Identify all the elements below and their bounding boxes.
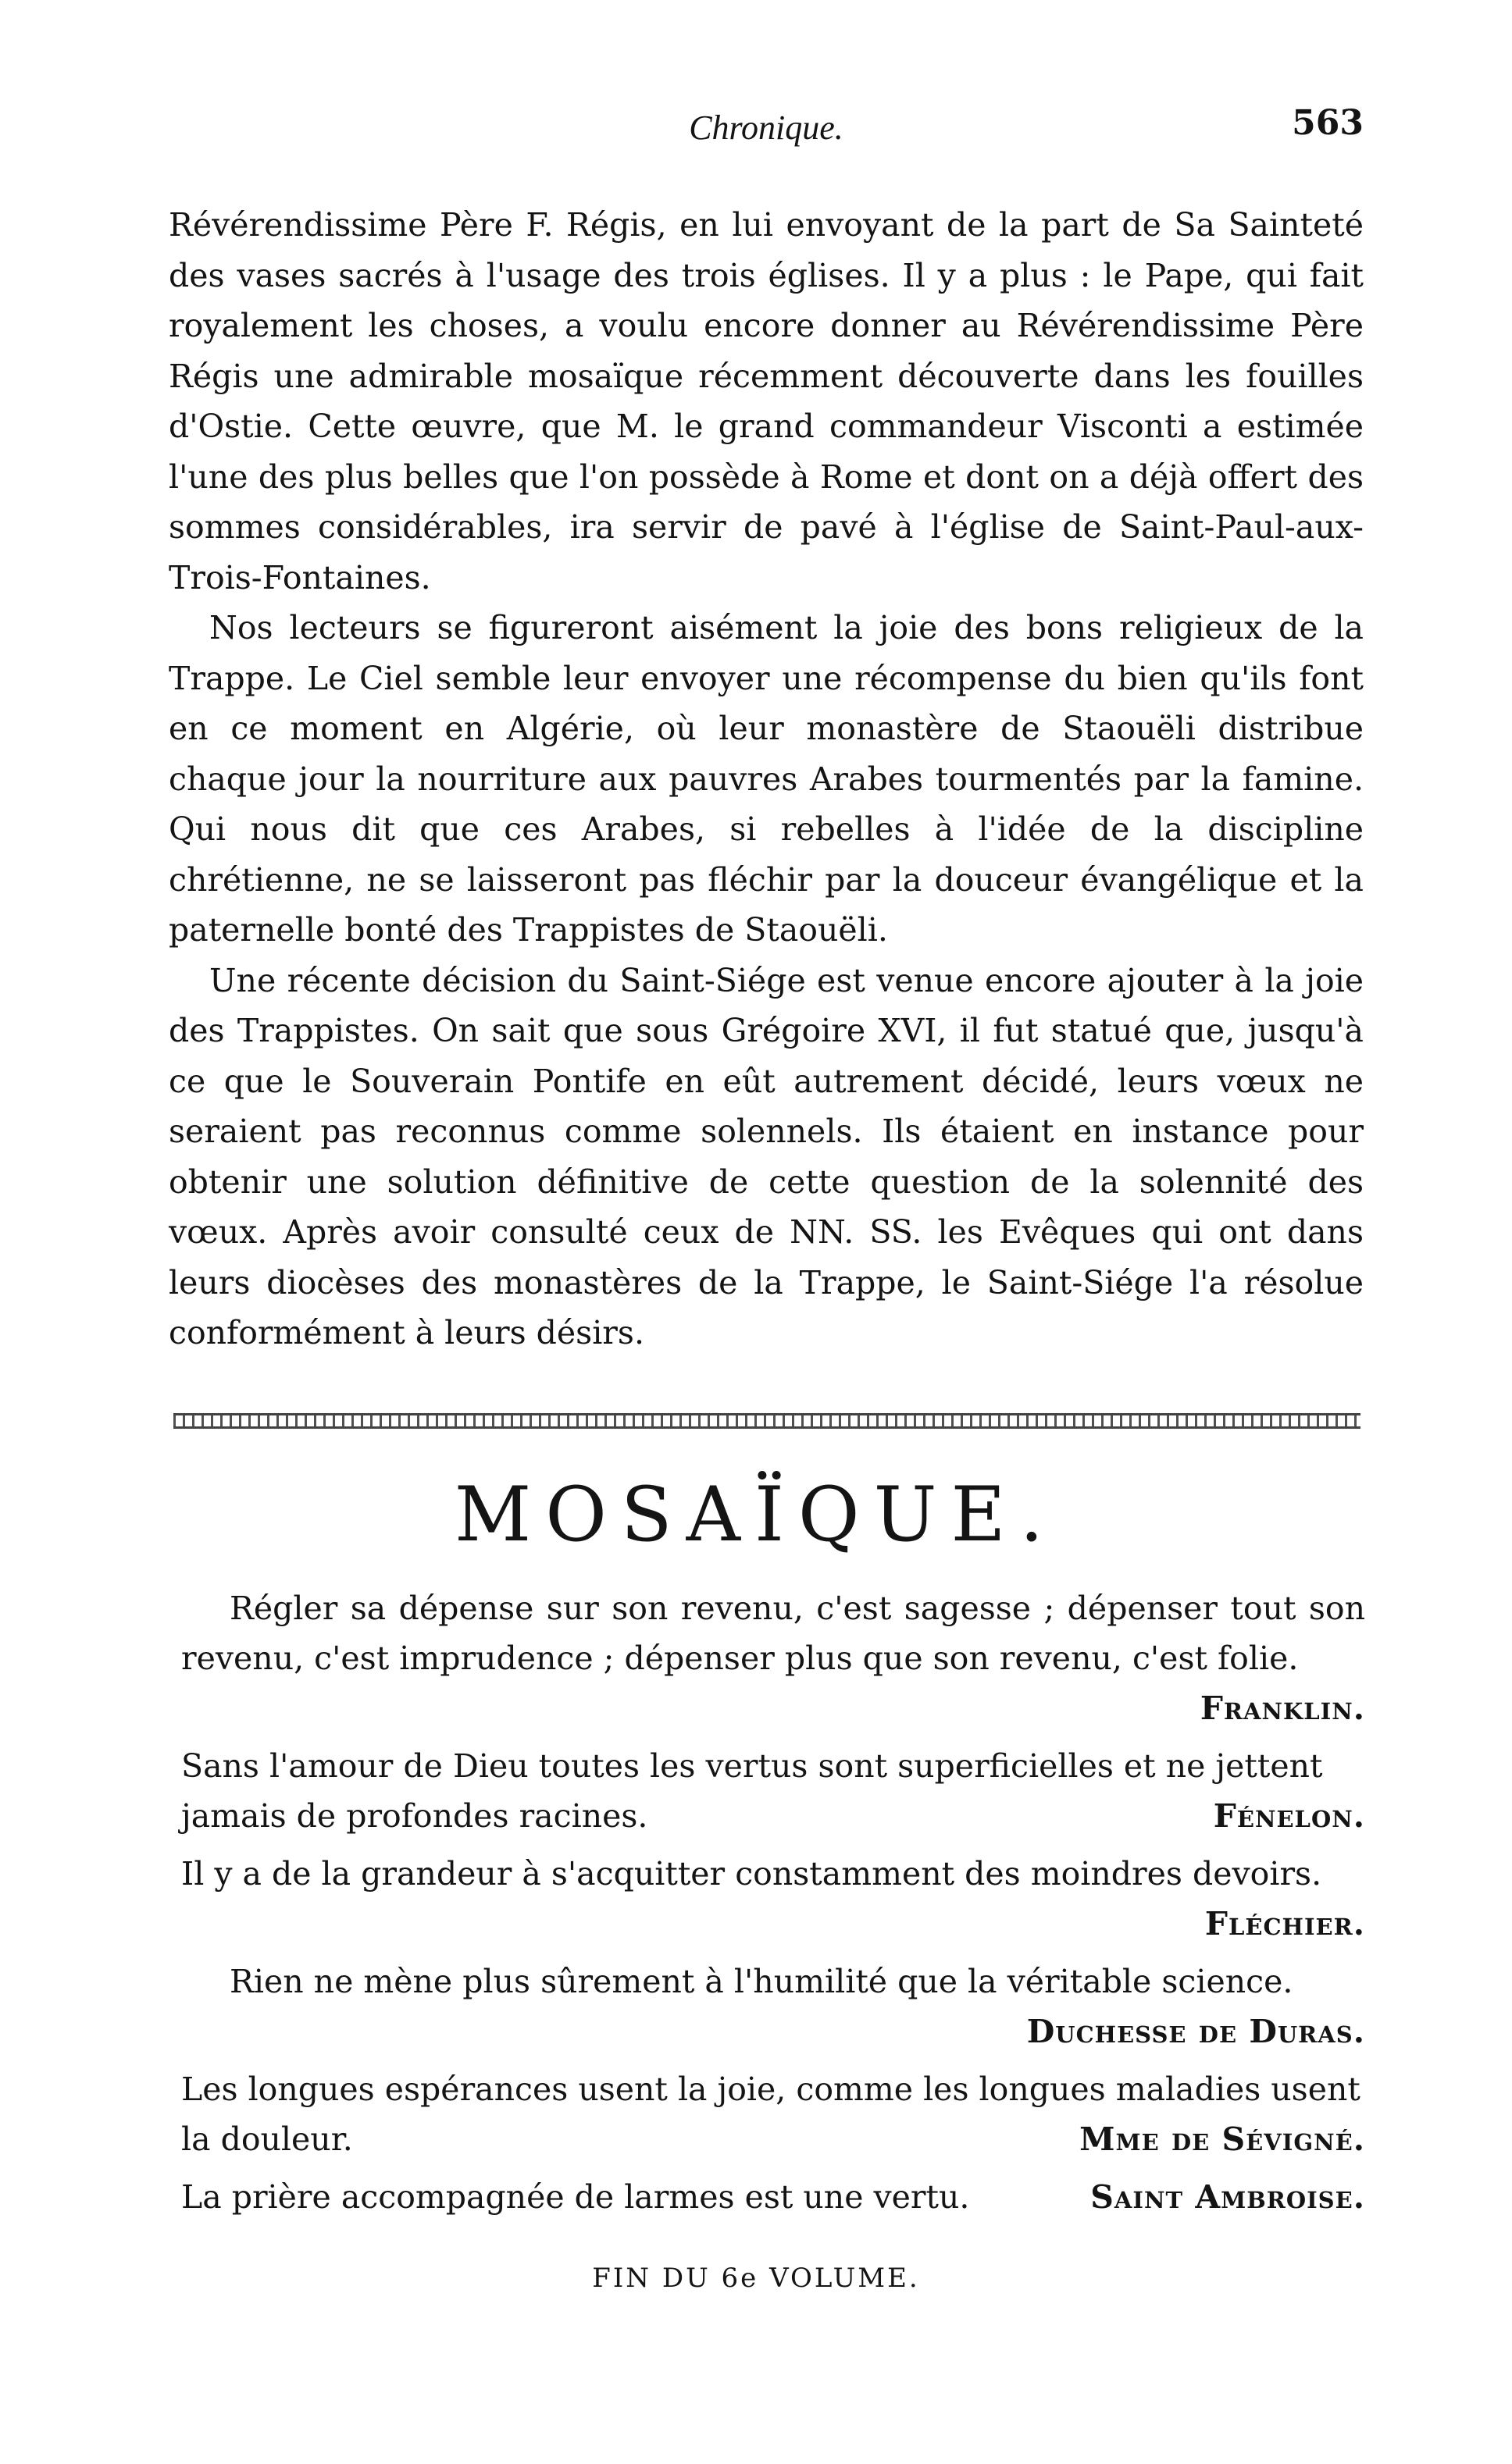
- chronique-text: [169, 200, 1364, 1358]
- colophon: FIN DU 6e VOLUME.: [592, 2263, 920, 2294]
- quote-author: Fénelon.: [1213, 1797, 1365, 1835]
- quote-item: [181, 2172, 1365, 2222]
- chronique-paragraph-2: Nos lecteurs se figureront aisément la joie des bons religieux de la Trappe. Le Ciel semble leur envoyer une récompense du bien qu'ils font en ce moment en Algérie, où leur monastère de Staouëli distribue chaque jour la nourriture aux pauvres Arabes tourmentés par la famine. Qui nous dit que ces Arabes, si rebelles à l'idée de la discipline chrétienne, ne se laisseront pas fléchir par la douceur évangélique et la paternelle bonté des Trappistes de Staouëli.: [169, 609, 1364, 949]
- quote-text: Sans l'amour de Dieu toutes les vertus sont superficielles et ne jettent jamais de profondes racines.: [181, 1747, 1323, 1835]
- running-head: Chronique.: [689, 109, 843, 147]
- quote-author: Saint Ambroise.: [1090, 2178, 1365, 2216]
- page-number: 563: [1292, 103, 1364, 143]
- section-title: MOSAÏQUE.: [454, 1471, 1058, 1558]
- quote-author: Fléchier.: [1204, 1905, 1365, 1942]
- quote-item: [181, 1849, 1365, 1949]
- quote-item: [181, 1957, 1365, 2056]
- quote-text: Rien ne mène plus sûrement à l'humilité que la véritable science.: [230, 1963, 1293, 2000]
- ornamental-rule: [173, 1413, 1360, 1429]
- chronique-paragraph-3: Une récente décision du Saint-Siége est venue encore ajouter à la joie des Trappistes. On sait que sous Grégoire XVI, il fut statué que, jusqu'à ce que le Souverain Pontife en eût autrement décidé, leurs vœux ne seraient pas reconnus comme solennels. Ils étaient en instance pour obtenir une solution définitive de cette question de la solennité des vœux. Après avoir consulté ceux de NN. SS. les Evêques qui ont dans leurs diocèses des monastères de la Trappe, le Saint-Siége l'a résolue conformément à leurs désirs.: [169, 961, 1364, 1351]
- chronique-paragraph-1: Révérendissime Père F. Régis, en lui envoyant de la part de Sa Sainteté des vases sacrés à l'usage des trois églises. Il y a plus : le Pape, qui fait royalement les choses, a voulu encore donner au Révérendissime Père Régis une admirable mosaïque récemment découverte dans les fouilles d'Ostie. Cette œuvre, que M. le grand commandeur Visconti a estimée l'une des plus belles que l'on possède à Rome et dont on a déjà offert des sommes considérables, ira servir de pavé à l'église de Saint-Paul-aux-Trois-Fontaines.: [169, 206, 1364, 596]
- quote-text: Les longues espérances usent la joie, comme les longues maladies usent la douleur.: [181, 2071, 1360, 2158]
- quote-item: [181, 1583, 1365, 1733]
- quote-author: Franklin.: [1200, 1690, 1365, 1727]
- quote-item: [181, 1741, 1365, 1841]
- quote-author: Mme de Sévigné.: [1079, 2120, 1365, 2158]
- quote-text: La prière accompagnée de larmes est une vertu.: [181, 2178, 970, 2216]
- page-header: [169, 100, 1364, 155]
- mosaique-quotes: [181, 1583, 1365, 2230]
- quote-author: Duchesse de Duras.: [1026, 2013, 1365, 2050]
- quote-text: Il y a de la grandeur à s'acquitter constamment des moindres devoirs.: [181, 1855, 1322, 1893]
- quote-text: Régler sa dépense sur son revenu, c'est sagesse ; dépenser tout son revenu, c'est imprudence ; dépenser plus que son revenu, c'est folie.: [181, 1590, 1365, 1677]
- quote-item: [181, 2064, 1365, 2164]
